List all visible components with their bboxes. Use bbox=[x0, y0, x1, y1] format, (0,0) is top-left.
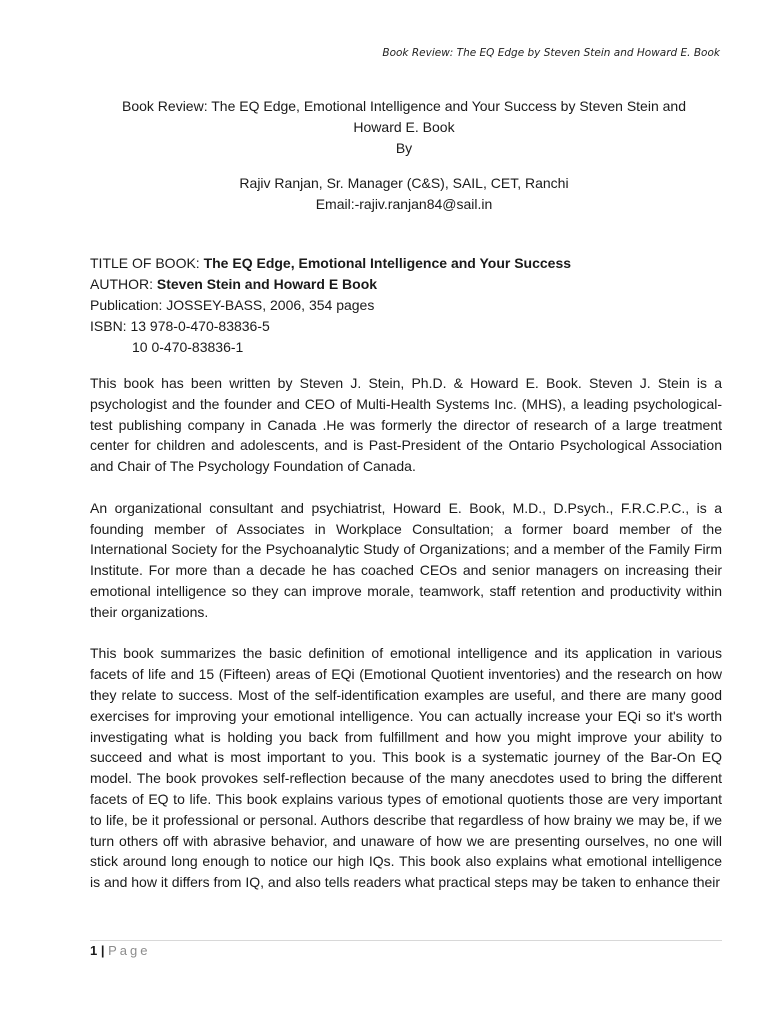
meta-author-value: Steven Stein and Howard E Book bbox=[156, 276, 378, 292]
page-footer bbox=[90, 942, 151, 960]
meta-author bbox=[90, 274, 718, 295]
review-title-line-1: Book Review: The EQ Edge, Emotional Intelligence and Your Success by Steven Stein and bbox=[122, 98, 686, 114]
book-metadata bbox=[90, 253, 718, 358]
by-line: By bbox=[395, 140, 413, 156]
page-number: 1 bbox=[90, 943, 98, 958]
reviewer-line: Rajiv Ranjan, Sr. Manager (C&S), SAIL, CET, Ranchi bbox=[239, 175, 569, 191]
title-block bbox=[90, 96, 718, 215]
meta-isbn13: ISBN: 13 978-0-470-83836-5 bbox=[90, 318, 270, 334]
meta-title-label: TITLE OF BOOK: bbox=[90, 255, 204, 271]
reviewer-email: Email:-rajiv.ranjan84@sail.in bbox=[315, 196, 493, 212]
meta-publication: Publication: JOSSEY-BASS, 2006, 354 pages bbox=[90, 297, 375, 313]
footer-divider bbox=[90, 940, 722, 941]
review-body bbox=[90, 373, 722, 914]
meta-title-value: The EQ Edge, Emotional Intelligence and Your Success bbox=[203, 255, 572, 271]
running-header: Book Review: The EQ Edge by Steven Stein and Howard E. Book bbox=[382, 47, 720, 59]
footer-separator: | bbox=[100, 943, 105, 958]
spacer bbox=[90, 159, 718, 173]
paragraph: This book summarizes the basic definition of emotional intelligence and its application in various facets of life and 15 (Fifteen) areas of EQi (Emotional Quotient inventories) and the research on how they relate to success. Most of the self-identification examples are useful, and there are many good exercises for improving your emotional intelligence. You can actually increase your EQi so it's worth investigating what is holding you back from fulfillment and how you might improve your ability to succeed and what is most important to you. This book is a systematic journey of the Bar-On EQ model. The book provokes self-reflection because of the many anecdotes used to bring the different facets of EQ to life. This book explains various types of emotional quotients those are very important to life, be it professional or personal. Authors describe that regardless of how brainy we may be, if we turn others off with abrasive behavior, and unaware of how we are presenting ourselves, no one will stick around long enough to notice our high IQs. This book also explains what emotional intelligence is and how it differs from IQ, and also tells readers what practical steps may be taken to enhance their bbox=[90, 645, 722, 891]
page-label: Page bbox=[108, 943, 151, 958]
paragraph: This book has been written by Steven J. Stein, Ph.D. & Howard E. Book. Steven J. Stein is a psychologist and the founder and CEO of Multi-Health Systems Inc. (MHS), a leading psychological-test publishing company in Canada .He was formerly the director of research of a large treatment center for children and adolescents, and is Past-President of the Ontario Psychological Association and Chair of The Psychology Foundation of Canada. bbox=[90, 375, 722, 475]
review-title-line-2: Howard E. Book bbox=[353, 119, 455, 135]
meta-isbn10: 10 0-470-83836-1 bbox=[132, 339, 244, 355]
meta-author-label: AUTHOR: bbox=[90, 276, 157, 292]
meta-title bbox=[90, 253, 718, 274]
paragraph: An organizational consultant and psychiatrist, Howard E. Book, M.D., D.Psych., F.R.C.P.C., is a founding member of Associates in Workplace Consultation; a former board member of the International Society for the Psychoanalytic Study of Organizations; and a member of the Family Firm Institute. For more than a decade he has coached CEOs and senior managers on increasing their emotional intelligence so they can improve morale, teamwork, staff retention and productivity within their organizations. bbox=[90, 499, 722, 620]
